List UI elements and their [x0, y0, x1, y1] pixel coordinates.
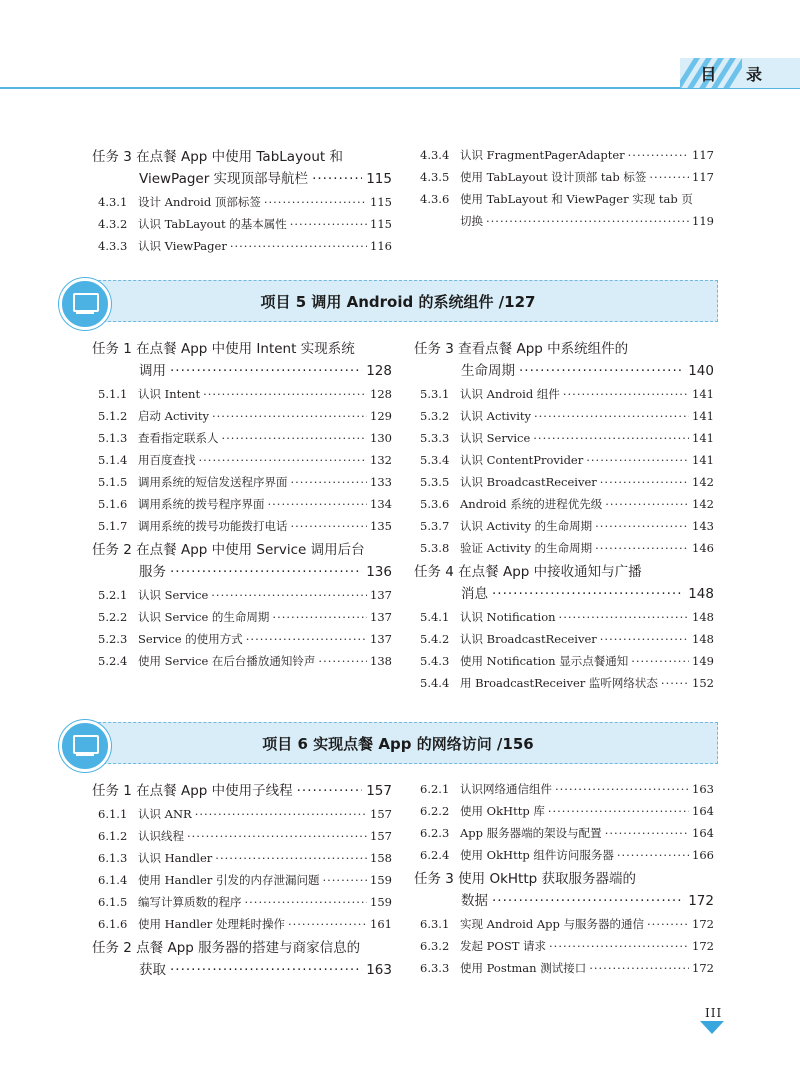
- leader-dots: [246, 628, 367, 650]
- toc-item[interactable]: [92, 515, 392, 537]
- leader-dots: [595, 537, 689, 559]
- item-page: 117: [692, 170, 714, 184]
- toc-item[interactable]: [92, 449, 392, 471]
- leader-dots: [212, 405, 367, 427]
- down-arrow-icon: [700, 1021, 724, 1034]
- item-num: 4.3.2: [98, 217, 128, 231]
- item-text: 验证 Activity 的生命周期: [460, 541, 593, 555]
- task-title: 任务 3 使用 OkHttp 获取服务器端的: [414, 871, 637, 887]
- leader-dots: [617, 844, 689, 866]
- item-page: 164: [692, 804, 714, 818]
- toc-item[interactable]: [92, 235, 392, 257]
- item-num: 5.4.4: [420, 676, 450, 690]
- item-text: 切换: [460, 214, 483, 228]
- item-text: 认识网络通信组件: [460, 782, 552, 796]
- leader-dots: [559, 606, 690, 628]
- toc-item[interactable]: [92, 405, 392, 427]
- leader-dots: [318, 650, 367, 672]
- item-page: 157: [370, 807, 392, 821]
- item-num: 5.3.5: [420, 475, 450, 489]
- toc-item[interactable]: [414, 957, 714, 979]
- item-num: 5.2.3: [98, 632, 128, 646]
- toc-item[interactable]: [92, 383, 392, 405]
- leader-dots: [661, 672, 689, 694]
- item-num: 5.1.3: [98, 431, 128, 445]
- toc-item[interactable]: [414, 778, 714, 800]
- toc-item[interactable]: [92, 869, 392, 891]
- toc-item[interactable]: [414, 449, 714, 471]
- sec4-left-column: [92, 146, 392, 257]
- item-text: 用百度查找: [138, 453, 196, 467]
- task-title: 任务 4 在点餐 App 中接收通知与广播: [414, 564, 642, 580]
- toc-item[interactable]: [414, 383, 714, 405]
- item-num: 5.4.3: [420, 654, 450, 668]
- toc-item[interactable]: [414, 493, 714, 515]
- item-text: 认识 Service: [138, 588, 209, 602]
- item-text: 调用系统的拨号程序界面: [138, 497, 265, 511]
- item-text: 认识 ViewPager: [138, 239, 227, 253]
- item-page: 159: [370, 895, 392, 909]
- leader-dots: [290, 213, 367, 235]
- item-page: 159: [370, 873, 392, 887]
- leader-dots: [312, 168, 362, 190]
- toc-item[interactable]: [92, 584, 392, 606]
- task-title: 任务 3 在点餐 App 中使用 TabLayout 和: [92, 149, 343, 165]
- item-page: 130: [370, 431, 392, 445]
- toc-item[interactable]: [92, 913, 392, 935]
- leader-dots: [586, 449, 689, 471]
- leader-dots: [268, 493, 368, 515]
- toc-item[interactable]: [414, 650, 714, 672]
- item-num: 6.2.4: [420, 848, 450, 862]
- leader-dots: [595, 515, 689, 537]
- task-page: 163: [366, 962, 392, 978]
- leader-dots: [600, 471, 689, 493]
- item-page: 143: [692, 519, 714, 533]
- sec6-left-column: [92, 780, 392, 982]
- item-num: 6.3.1: [420, 917, 450, 931]
- item-text: 使用 TabLayout 和 ViewPager 实现 tab 页: [460, 192, 693, 206]
- toc-item-cont[interactable]: [414, 210, 714, 232]
- item-num: 5.2.4: [98, 654, 128, 668]
- item-num: 5.3.7: [420, 519, 450, 533]
- task-title-cont: 生命周期: [461, 363, 515, 379]
- item-page: 146: [692, 541, 714, 555]
- leader-dots: [563, 383, 689, 405]
- leader-dots: [264, 191, 367, 213]
- item-num: 5.3.3: [420, 431, 450, 445]
- item-num: 6.1.1: [98, 807, 128, 821]
- item-num: 5.4.2: [420, 632, 450, 646]
- item-page: 129: [370, 409, 392, 423]
- task-page: 136: [366, 564, 392, 580]
- toc-task[interactable]: [414, 338, 714, 382]
- toc-item[interactable]: [92, 628, 392, 650]
- leader-dots: [605, 822, 689, 844]
- item-text: 使用 Handler 引发的内存泄漏问题: [138, 873, 320, 887]
- leader-dots: [291, 471, 368, 493]
- item-num: 5.1.6: [98, 497, 128, 511]
- item-num: 5.1.2: [98, 409, 128, 423]
- item-page: 138: [370, 654, 392, 668]
- toc-item[interactable]: [414, 800, 714, 822]
- toc-task[interactable]: [92, 539, 392, 583]
- item-num: 5.3.2: [420, 409, 450, 423]
- leader-dots: [215, 847, 367, 869]
- toc-item[interactable]: [92, 493, 392, 515]
- leader-dots: [486, 210, 689, 232]
- toc-item[interactable]: [92, 471, 392, 493]
- item-page: 142: [692, 475, 714, 489]
- leader-dots: [589, 957, 689, 979]
- leader-dots: [647, 913, 689, 935]
- toc-task[interactable]: [414, 868, 714, 912]
- item-num: 5.3.1: [420, 387, 450, 401]
- item-text: 调用系统的短信发送程序界面: [138, 475, 288, 489]
- item-text: 设计 Android 顶部标签: [138, 195, 261, 209]
- item-text: 使用 OkHttp 组件访问服务器: [460, 848, 614, 862]
- item-page: 134: [370, 497, 392, 511]
- item-page: 161: [370, 917, 392, 931]
- item-num: 6.2.2: [420, 804, 450, 818]
- leader-dots: [492, 890, 684, 912]
- item-text: Service 的使用方式: [138, 632, 243, 646]
- toc-task[interactable]: [92, 780, 392, 802]
- task-title-cont: 获取: [139, 962, 166, 978]
- item-num: 5.3.4: [420, 453, 450, 467]
- item-page: 141: [692, 387, 714, 401]
- task-page: 128: [366, 363, 392, 379]
- item-num: 6.3.2: [420, 939, 450, 953]
- toc-task[interactable]: [92, 937, 392, 981]
- item-text: 认识 Service 的生命周期: [138, 610, 270, 624]
- item-page: 115: [370, 217, 392, 231]
- toc-item[interactable]: [92, 847, 392, 869]
- item-page: 132: [370, 453, 392, 467]
- leader-dots: [288, 913, 367, 935]
- task-page: 140: [688, 363, 714, 379]
- leader-dots: [649, 166, 689, 188]
- leader-dots: [297, 780, 363, 802]
- leader-dots: [291, 515, 368, 537]
- toc-item[interactable]: [414, 515, 714, 537]
- project-banner-5: [78, 280, 718, 322]
- toc-item[interactable]: [414, 606, 714, 628]
- item-text: 认识 Activity 的生命周期: [460, 519, 593, 533]
- leader-dots: [170, 561, 362, 583]
- item-page: 115: [370, 195, 392, 209]
- item-page: 117: [692, 148, 714, 162]
- item-page: 166: [692, 848, 714, 862]
- toc-item[interactable]: [92, 213, 392, 235]
- item-num: 4.3.1: [98, 195, 128, 209]
- item-text: 认识 BroadcastReceiver: [460, 632, 597, 646]
- task-title: 任务 1 在点餐 App 中使用 Intent 实现系统: [92, 341, 355, 357]
- leader-dots: [519, 360, 684, 382]
- item-num: 6.2.3: [420, 826, 450, 840]
- item-page: 141: [692, 409, 714, 423]
- page-number: III: [705, 1006, 723, 1020]
- item-text: 认识 Intent: [138, 387, 201, 401]
- item-text: 启动 Activity: [138, 409, 209, 423]
- leader-dots: [195, 803, 367, 825]
- task-title-cont: 服务: [139, 564, 166, 580]
- item-page: 141: [692, 453, 714, 467]
- toc-item[interactable]: [414, 537, 714, 559]
- item-num: 5.2.1: [98, 588, 128, 602]
- item-num: 5.2.2: [98, 610, 128, 624]
- item-page: 172: [692, 961, 714, 975]
- task-title: 任务 2 在点餐 App 中使用 Service 调用后台: [92, 542, 365, 558]
- task-title-cont: 调用: [139, 363, 166, 379]
- header-tab: [680, 58, 800, 88]
- item-num: 6.1.5: [98, 895, 128, 909]
- item-text: 认识 Activity: [460, 409, 531, 423]
- item-page: 133: [370, 475, 392, 489]
- leader-dots: [631, 650, 689, 672]
- toc-item[interactable]: [414, 844, 714, 866]
- task-page: 115: [366, 171, 392, 187]
- toc-item[interactable]: [414, 628, 714, 650]
- item-text: 认识 BroadcastReceiver: [460, 475, 597, 489]
- item-text: 认识 ContentProvider: [460, 453, 584, 467]
- toc-item[interactable]: [414, 672, 714, 694]
- item-text: 认识 Service: [460, 431, 531, 445]
- leader-dots: [187, 825, 367, 847]
- toc-task[interactable]: [92, 146, 392, 190]
- item-page: 135: [370, 519, 392, 533]
- leader-dots: [170, 360, 362, 382]
- item-text: 使用 OkHttp 库: [460, 804, 545, 818]
- header-title: 目 录: [700, 65, 774, 84]
- leader-dots: [211, 584, 367, 606]
- item-num: 4.3.6: [420, 192, 450, 206]
- item-text: 认识 FragmentPagerAdapter: [460, 148, 625, 162]
- item-text: 认识 ANR: [138, 807, 192, 821]
- task-title-cont: ViewPager 实现顶部导航栏: [139, 171, 309, 187]
- task-page: 172: [688, 893, 714, 909]
- item-num: 5.1.5: [98, 475, 128, 489]
- item-text: 使用 TabLayout 设计顶部 tab 标签: [460, 170, 647, 184]
- item-num: 6.2.1: [420, 782, 450, 796]
- item-page: 148: [692, 632, 714, 646]
- toc-task[interactable]: [92, 338, 392, 382]
- leader-dots: [222, 427, 368, 449]
- item-text: App 服务器端的架设与配置: [460, 826, 602, 840]
- item-text: 认识线程: [138, 829, 184, 843]
- leader-dots: [534, 405, 689, 427]
- sec6-right-column: [414, 778, 714, 979]
- toc-item[interactable]: [414, 822, 714, 844]
- item-num: 4.3.3: [98, 239, 128, 253]
- item-page: 163: [692, 782, 714, 796]
- item-page: 158: [370, 851, 392, 865]
- item-num: 5.4.1: [420, 610, 450, 624]
- item-page: 148: [692, 610, 714, 624]
- leader-dots: [605, 493, 689, 515]
- project-title: 项目 6 实现点餐 App 的网络访问 /156: [262, 735, 534, 753]
- item-text: 认识 TabLayout 的基本属性: [138, 217, 287, 231]
- item-page: 142: [692, 497, 714, 511]
- toc-item[interactable]: [414, 427, 714, 449]
- leader-dots: [492, 583, 684, 605]
- item-page: 128: [370, 387, 392, 401]
- item-text: 查看指定联系人: [138, 431, 219, 445]
- item-num: 5.3.8: [420, 541, 450, 555]
- task-title: 任务 3 查看点餐 App 中系统组件的: [414, 341, 629, 357]
- item-page: 137: [370, 632, 392, 646]
- item-num: 4.3.4: [420, 148, 450, 162]
- item-page: 116: [370, 239, 392, 253]
- sec5-left-column: [92, 338, 392, 672]
- item-text: 认识 Handler: [138, 851, 213, 865]
- item-page: 172: [692, 939, 714, 953]
- sec5-right-column: [414, 338, 714, 694]
- task-page: 148: [688, 586, 714, 602]
- toc-item[interactable]: [92, 891, 392, 913]
- leader-dots: [170, 959, 362, 981]
- leader-dots: [555, 778, 689, 800]
- item-page: 164: [692, 826, 714, 840]
- toc-item[interactable]: [414, 188, 714, 210]
- toc-item[interactable]: [414, 405, 714, 427]
- item-num: 6.1.4: [98, 873, 128, 887]
- item-text: 编写计算质数的程序: [138, 895, 242, 909]
- item-text: Android 系统的进程优先级: [460, 497, 603, 511]
- leader-dots: [533, 427, 689, 449]
- item-page: 137: [370, 588, 392, 602]
- leader-dots: [272, 606, 367, 628]
- toc-item[interactable]: [414, 935, 714, 957]
- item-num: 5.3.6: [420, 497, 450, 511]
- item-text: 使用 Service 在后台播放通知铃声: [138, 654, 316, 668]
- toc-item[interactable]: [92, 427, 392, 449]
- toc-task[interactable]: [414, 561, 714, 605]
- project-title: 项目 5 调用 Android 的系统组件 /127: [260, 293, 536, 311]
- toc-item[interactable]: [92, 650, 392, 672]
- item-text: 发起 POST 请求: [460, 939, 547, 953]
- task-title: 任务 2 点餐 App 服务器的搭建与商家信息的: [92, 940, 361, 956]
- item-page: 152: [692, 676, 714, 690]
- item-num: 5.1.1: [98, 387, 128, 401]
- sec4-right-column: [414, 144, 714, 232]
- leader-dots: [548, 800, 689, 822]
- toc-item[interactable]: [92, 803, 392, 825]
- item-text: 实现 Android App 与服务器的通信: [460, 917, 645, 931]
- item-page: 119: [692, 214, 714, 228]
- item-num: 6.1.3: [98, 851, 128, 865]
- leader-dots: [203, 383, 367, 405]
- item-page: 141: [692, 431, 714, 445]
- item-num: 6.3.3: [420, 961, 450, 975]
- item-num: 5.1.7: [98, 519, 128, 533]
- toc-item[interactable]: [92, 825, 392, 847]
- item-page: 149: [692, 654, 714, 668]
- toc-item[interactable]: [92, 606, 392, 628]
- toc-item[interactable]: [414, 166, 714, 188]
- item-text: 使用 Notification 显示点餐通知: [460, 654, 629, 668]
- leader-dots: [245, 891, 368, 913]
- leader-dots: [549, 935, 689, 957]
- leader-dots: [628, 144, 689, 166]
- leader-dots: [322, 869, 367, 891]
- item-text: 用 BroadcastReceiver 监听网络状态: [460, 676, 658, 690]
- toc-item[interactable]: [414, 471, 714, 493]
- item-page: 157: [370, 829, 392, 843]
- item-text: 使用 Postman 测试接口: [460, 961, 587, 975]
- item-text: 认识 Notification: [460, 610, 556, 624]
- task-title: 任务 1 在点餐 App 中使用子线程: [92, 783, 293, 799]
- item-num: 6.1.6: [98, 917, 128, 931]
- toc-item[interactable]: [414, 144, 714, 166]
- task-title-cont: 数据: [461, 893, 488, 909]
- leader-dots: [199, 449, 368, 471]
- toc-item[interactable]: [92, 191, 392, 213]
- toc-item[interactable]: [414, 913, 714, 935]
- item-text: 使用 Handler 处理耗时操作: [138, 917, 285, 931]
- item-num: 6.1.2: [98, 829, 128, 843]
- project-banner-6: [78, 722, 718, 764]
- item-page: 137: [370, 610, 392, 624]
- task-page: 157: [366, 783, 392, 799]
- item-text: 认识 Android 组件: [460, 387, 560, 401]
- item-num: 4.3.5: [420, 170, 450, 184]
- item-text: 调用系统的拨号功能拨打电话: [138, 519, 288, 533]
- item-page: 172: [692, 917, 714, 931]
- item-num: 5.1.4: [98, 453, 128, 467]
- task-title-cont: 消息: [461, 586, 488, 602]
- leader-dots: [230, 235, 367, 257]
- leader-dots: [600, 628, 689, 650]
